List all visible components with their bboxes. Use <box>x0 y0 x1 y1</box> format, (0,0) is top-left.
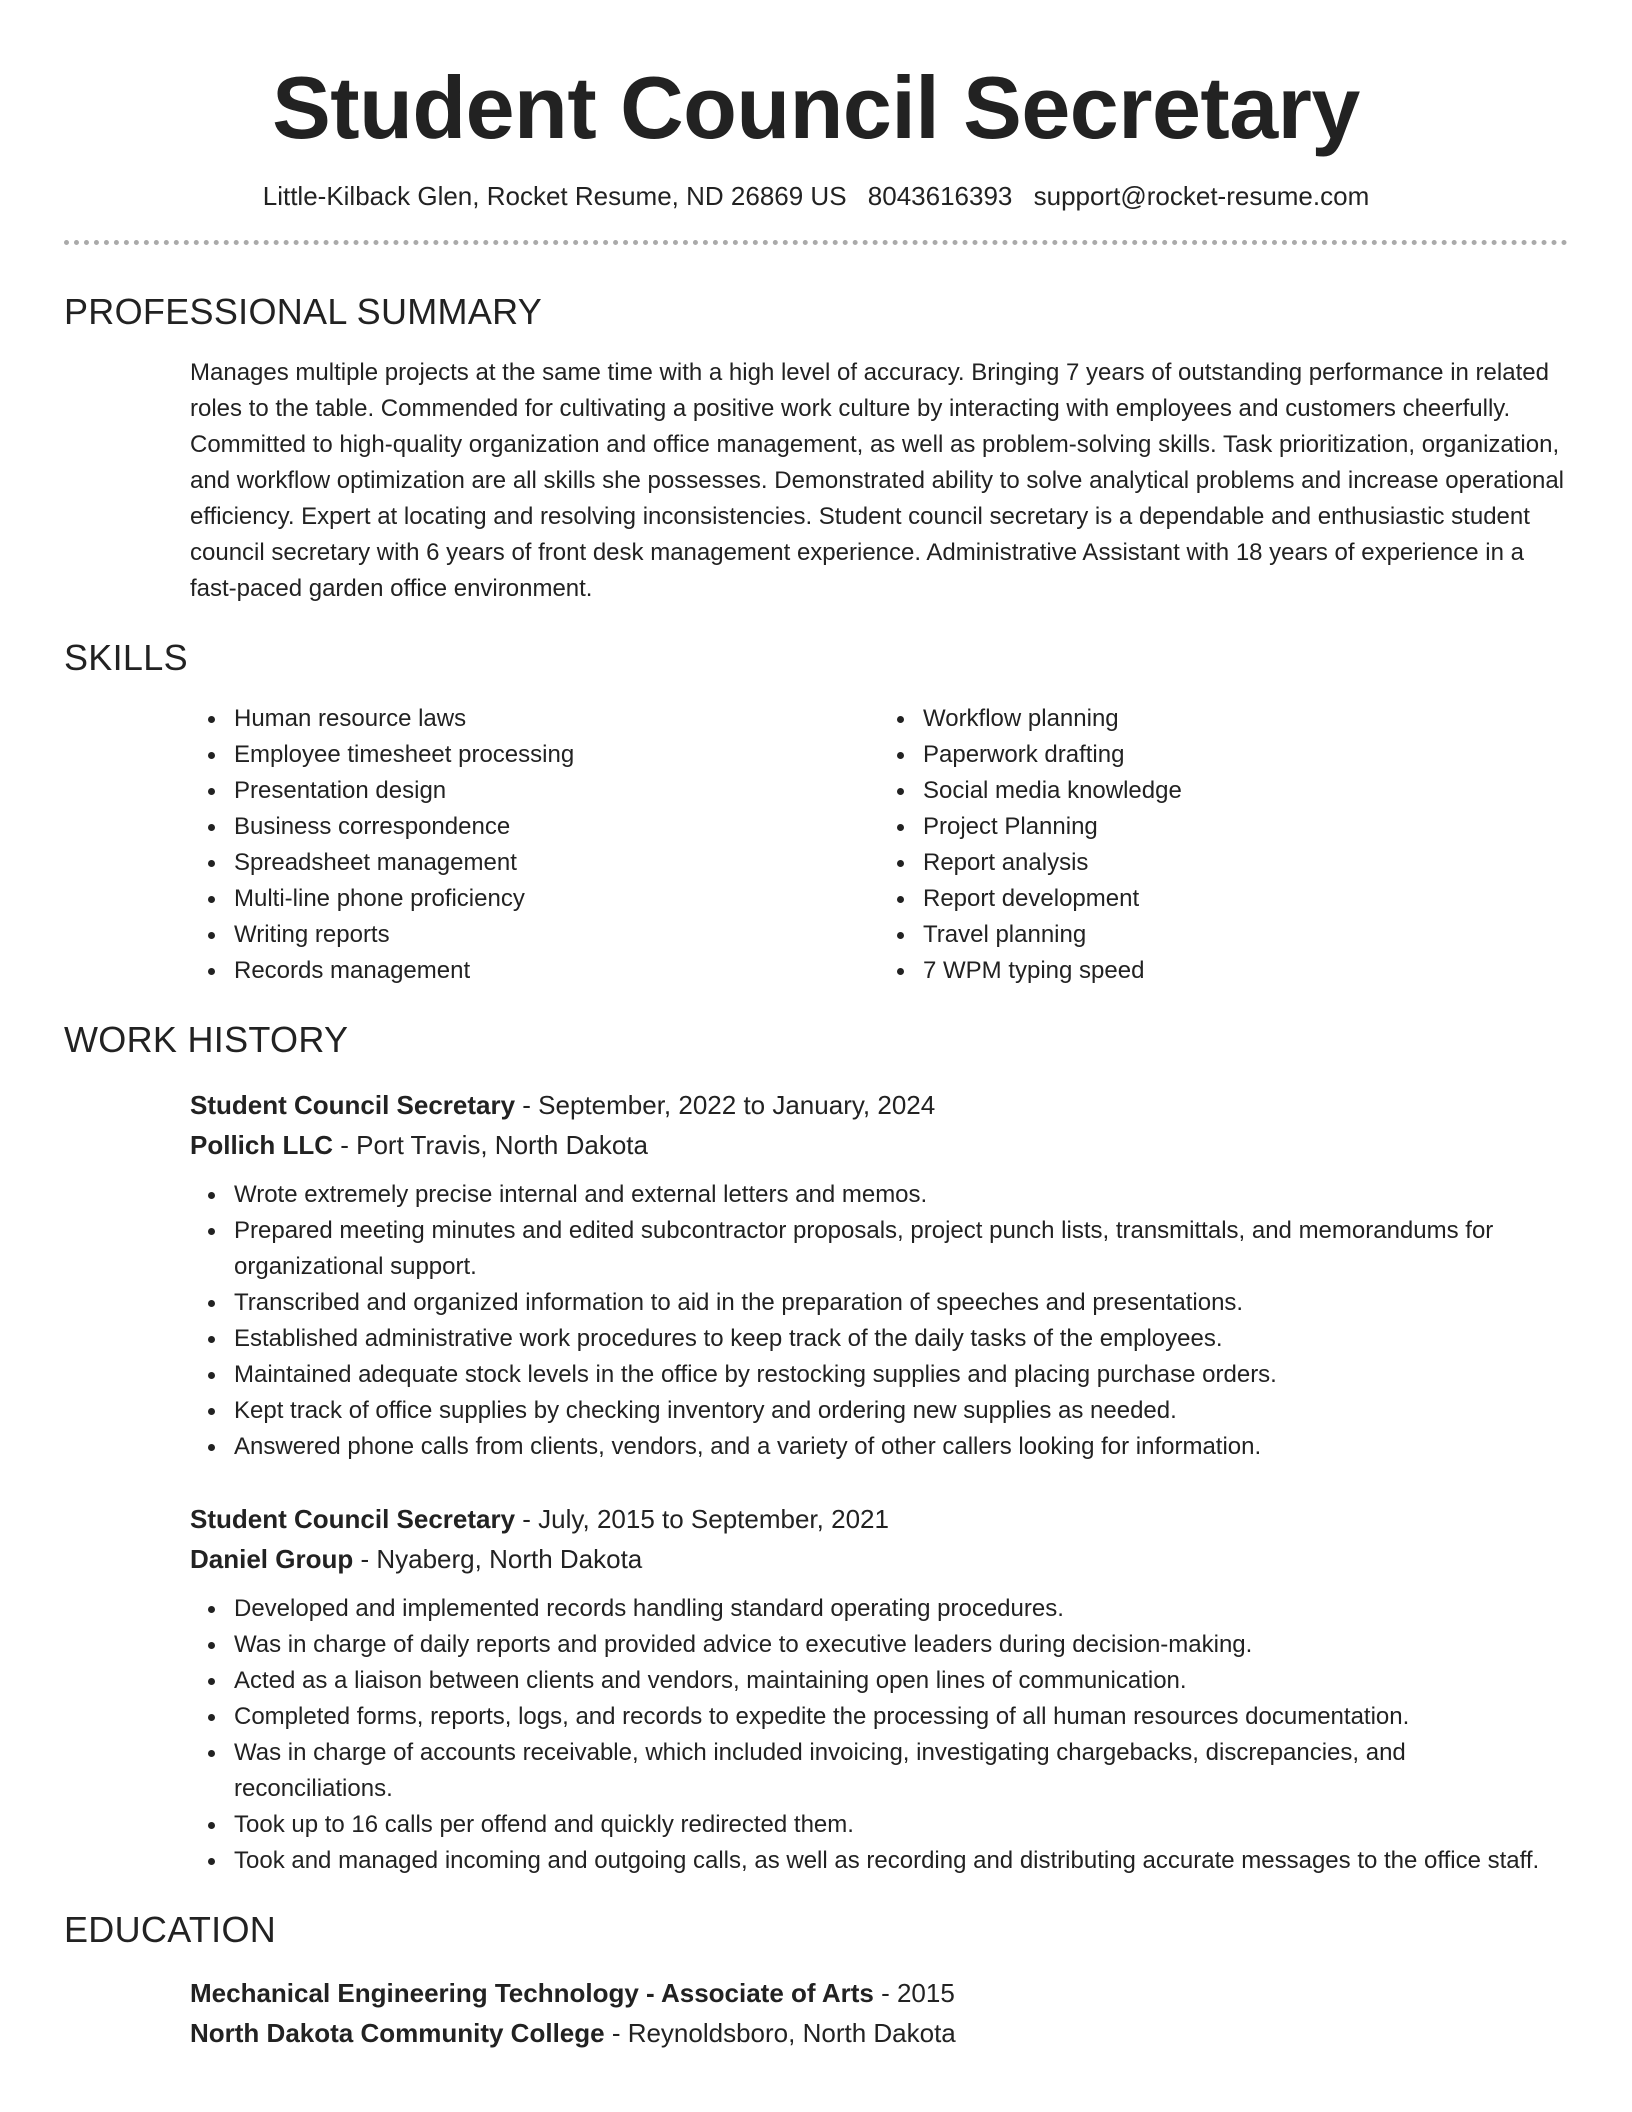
email: support@rocket-resume.com <box>1033 181 1370 211</box>
header-divider <box>64 240 1568 245</box>
skill-item: Paperwork drafting <box>923 737 1568 773</box>
school: North Dakota Community College <box>190 2018 605 2048</box>
skill-item: Spreadsheet management <box>234 845 879 881</box>
skill-item: Writing reports <box>234 917 879 953</box>
education-entry <box>190 1973 1568 2053</box>
skill-item: Report development <box>923 881 1568 917</box>
degree-line <box>190 1973 1568 2013</box>
skill-item: Report analysis <box>923 845 1568 881</box>
school-line <box>190 2013 1568 2053</box>
job-duty: Wrote extremely precise internal and external letters and memos. <box>234 1177 1568 1213</box>
job-company: Daniel Group <box>190 1544 354 1574</box>
skill-item: 7 WPM typing speed <box>923 953 1568 989</box>
skill-item: Records management <box>234 953 879 989</box>
job-duty: Took and managed incoming and outgoing calls, as well as recording and distributing accurate messages to the office staff. <box>234 1843 1568 1879</box>
skills-grid <box>190 701 1568 989</box>
graduation-year: - 2015 <box>873 1978 955 2008</box>
job-duty: Established administrative work procedures to keep track of the daily tasks of the employees. <box>234 1321 1568 1357</box>
job-duties <box>190 1177 1568 1465</box>
skills-left-column <box>190 701 879 989</box>
phone: 8043616393 <box>867 181 1013 211</box>
job-duty: Kept track of office supplies by checking inventory and ordering new supplies as needed. <box>234 1393 1568 1429</box>
job-duty: Was in charge of accounts receivable, which included invoicing, investigating chargebacks, discrepancies, and reconciliations. <box>234 1735 1568 1807</box>
job-duty: Answered phone calls from clients, vendors, and a variety of other callers looking for information. <box>234 1429 1568 1465</box>
job-company: Pollich LLC <box>190 1130 333 1160</box>
degree: Mechanical Engineering Technology - Associate of Arts <box>190 1978 874 2008</box>
job-title-line <box>190 1499 1568 1539</box>
work-history-heading: WORK HISTORY <box>64 1019 349 1060</box>
skill-item: Business correspondence <box>234 809 879 845</box>
job-duty: Prepared meeting minutes and edited subcontractor proposals, project punch lists, transmittals, and memorandums for organizational support. <box>234 1213 1568 1285</box>
job-duty: Took up to 16 calls per offend and quickly redirected them. <box>234 1807 1568 1843</box>
skill-item: Workflow planning <box>923 701 1568 737</box>
work-history-section <box>64 1019 1568 1879</box>
job-duty: Developed and implemented records handling standard operating procedures. <box>234 1591 1568 1627</box>
skill-item: Travel planning <box>923 917 1568 953</box>
job-duty: Transcribed and organized information to aid in the preparation of speeches and presentations. <box>234 1285 1568 1321</box>
skill-item: Employee timesheet processing <box>234 737 879 773</box>
job-entry <box>190 1085 1568 1465</box>
page-title: Student Council Secretary <box>272 58 1360 157</box>
skills-section <box>64 637 1568 989</box>
skill-item: Social media knowledge <box>923 773 1568 809</box>
job-duty: Was in charge of daily reports and provided advice to executive leaders during decision-making. <box>234 1627 1568 1663</box>
skills-heading: SKILLS <box>64 637 188 678</box>
summary-text: Manages multiple projects at the same time with a high level of accuracy. Bringing 7 years of outstanding performance in related roles to the table. Commended for cultivating a positive work culture by interacting with employees and customers cheerfully. Committed to high-quality organization and office management, as well as problem-solving skills. Task prioritization, organization, and workflow optimization are all skills she possesses. Demonstrated ability to solve analytical problems and increase operational efficiency. Expert at locating and resolving inconsistencies. Student council secretary is a dependable and enthusiastic student council secretary with 6 years of front desk management experience. Administrative Assistant with 18 years of experience in a fast-paced garden office environment. <box>190 359 1565 602</box>
job-company-line <box>190 1539 1568 1579</box>
job-location: - Port Travis, North Dakota <box>333 1130 648 1160</box>
skill-item: Multi-line phone proficiency <box>234 881 879 917</box>
job-entry <box>190 1499 1568 1879</box>
school-location: - Reynoldsboro, North Dakota <box>604 2018 956 2048</box>
summary-heading: PROFESSIONAL SUMMARY <box>64 291 543 332</box>
summary-section <box>64 291 1568 607</box>
job-duties <box>190 1591 1568 1879</box>
skill-item: Human resource laws <box>234 701 879 737</box>
job-role: Student Council Secretary <box>190 1504 516 1534</box>
skills-right-column <box>879 701 1568 989</box>
job-company-line <box>190 1125 1568 1165</box>
contact-line <box>64 178 1568 214</box>
skill-item: Project Planning <box>923 809 1568 845</box>
job-dates: - September, 2022 to January, 2024 <box>515 1090 936 1120</box>
address: Little-Kilback Glen, Rocket Resume, ND 26869 US <box>262 181 847 211</box>
job-duty: Acted as a liaison between clients and vendors, maintaining open lines of communication. <box>234 1663 1568 1699</box>
education-heading: EDUCATION <box>64 1909 277 1950</box>
job-duty: Completed forms, reports, logs, and records to expedite the processing of all human resources documentation. <box>234 1699 1568 1735</box>
job-location: - Nyaberg, North Dakota <box>353 1544 643 1574</box>
job-title-line <box>190 1085 1568 1125</box>
job-duty: Maintained adequate stock levels in the office by restocking supplies and placing purchase orders. <box>234 1357 1568 1393</box>
resume-page <box>64 0 1568 2053</box>
job-role: Student Council Secretary <box>190 1090 516 1120</box>
education-section <box>64 1909 1568 2053</box>
skill-item: Presentation design <box>234 773 879 809</box>
job-dates: - July, 2015 to September, 2021 <box>515 1504 889 1534</box>
